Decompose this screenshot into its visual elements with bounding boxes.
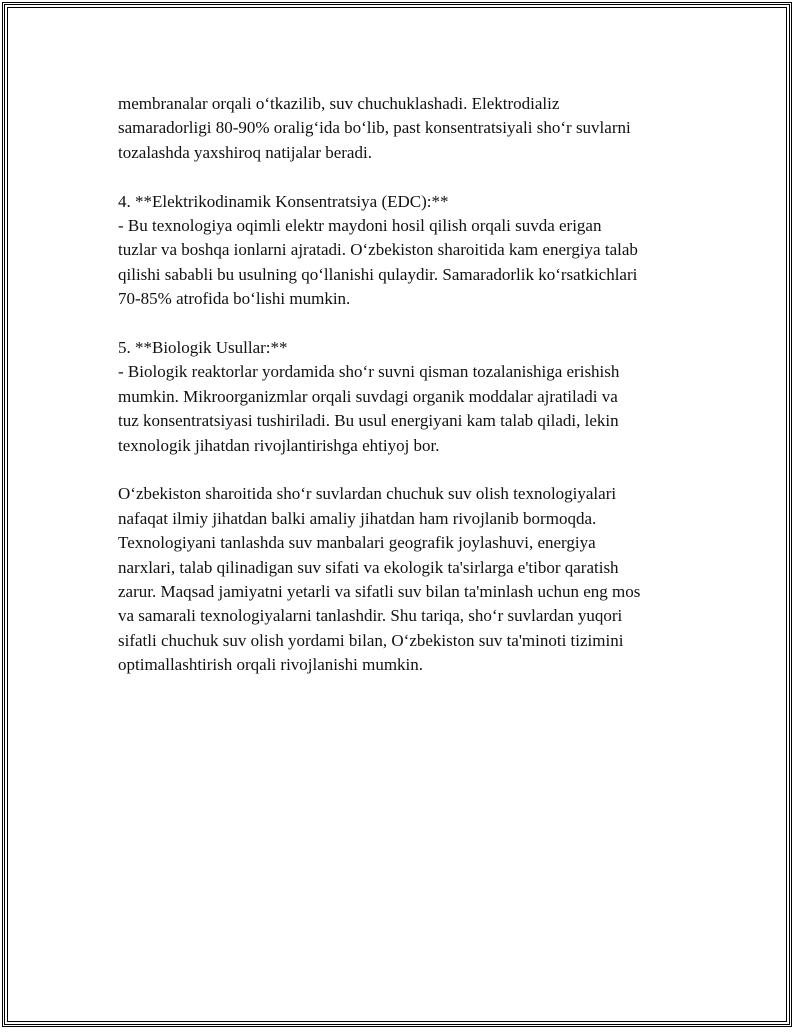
paragraph-conclusion: O‘zbekiston sharoitida sho‘r suvlardan chuchuk suv olish texnologiyalari nafaqat ilmiy jihatdan balki amaliy jihatdan ham rivojlanib bormoqda. Texnologiyani tanlashda suv manbalari geografik joylashuvi, energiya narxlari, talab qilinadigan suv sifati va ekologik ta'sirlarga e'tibor qaratish zarur. Maqsad jamiyatni yetarli va sifatli suv bilan ta'minlash uchun eng mos va samarali texnologiyalarni tanlashdir. Shu tariqa, sho‘r suvlardan yuqori sifatli chuchuk suv olish yordami bilan, O‘zbekiston suv ta'minoti tizimini optimallashtirish orqali rivojlanishi mumkin. [118,484,641,675]
paragraph-gap [118,165,698,189]
document-body [118,92,698,678]
paragraph-biological-methods: 5. **Biologik Usullar:** - Biologik reaktorlar yordamida sho‘r suvni qisman tozalanishiga erishish mumkin. Mikroorganizmlar orqali suvdagi organik moddalar ajratiladi va tuz konsentratsiyasi tushiriladi. Bu usul energiyani kam talab qiladi, lekin texnologik jihatdan rivojlantirishga ehtiyoj bor. [118,338,620,455]
paragraph-edc: 4. **Elektrikodinamik Konsentratsiya (EDC):** - Bu texnologiya oqimli elektr maydoni hosil qilish orqali suvda erigan tuzlar va boshqa ionlarni ajratadi. O‘zbekiston sharoitida kam energiya talab qilishi sababli bu usulning qo‘llanishi qulaydir. Samaradorlik ko‘rsatkichlari 70-85% atrofida bo‘lishi mumkin. [118,191,638,309]
paragraph-electrodialysis-continued: membranalar orqali o‘tkazilib, suv chuchuklashadi. Elektrodializ samaradorligi 80-90% oralig‘ida bo‘lib, past konsentratsiyali sho‘r suvlarni tozalashda yaxshiroq natijalar beradi. [118,94,631,162]
paragraph-gap [118,458,698,482]
paragraph-gap [118,312,698,336]
